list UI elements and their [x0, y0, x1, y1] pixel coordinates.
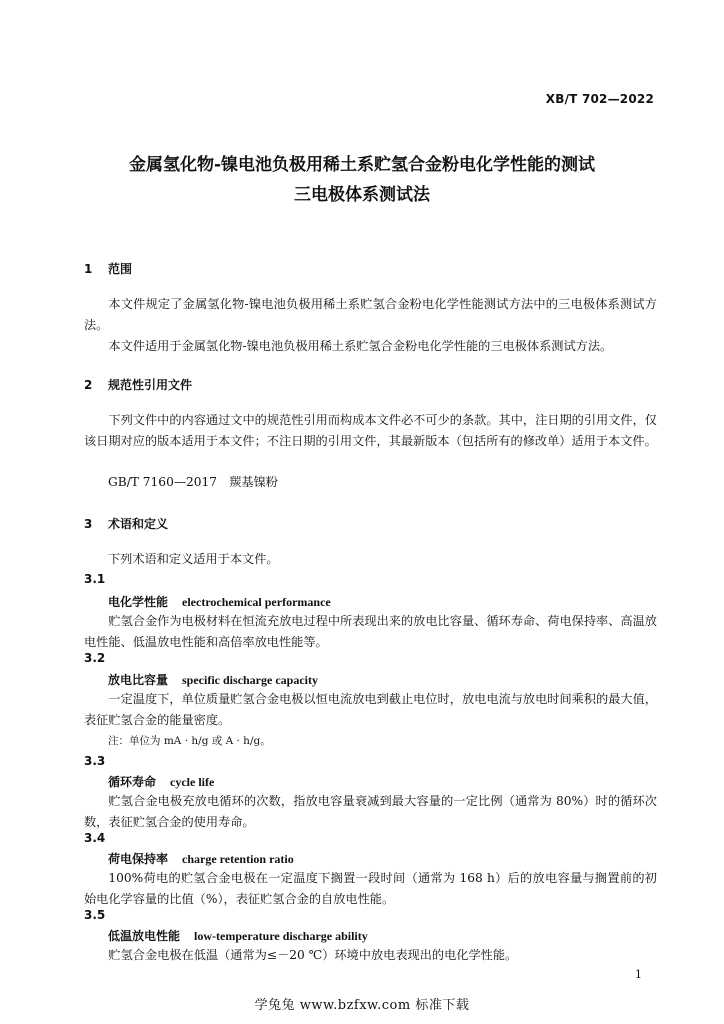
term-note: 注：单位为 mA · h/g 或 A · h/g。 — [108, 735, 271, 747]
section-title: 规范性引用文件 — [108, 378, 193, 392]
term-zh: 放电比容量 — [108, 673, 169, 687]
footer-watermark: 学兔兔 www.bzfxw.com 标准下载 — [254, 998, 470, 1013]
section-2-heading — [84, 376, 192, 393]
term-number: 3.3 — [84, 754, 106, 768]
reference-item: GB/T 7160—2017 羰基镍粉 — [108, 475, 278, 489]
term-heading — [108, 773, 214, 790]
term-heading — [108, 593, 331, 610]
term-en: charge retention ratio — [182, 852, 294, 866]
section-number: 3 — [84, 517, 93, 531]
standard-code: XB/T 702—2022 — [545, 92, 654, 106]
scope-paragraph-2: 本文件适用于金属氢化物-镍电池负极用稀土系贮氢合金粉电化学性能的三电极体系测试方法。 — [108, 339, 613, 353]
term-number: 3.5 — [84, 908, 106, 922]
term-heading — [108, 671, 318, 688]
section-title: 术语和定义 — [108, 517, 169, 531]
term-definition: 100%荷电的贮氢合金电极在一定温度下搁置一段时间（通常为 168 h）后的放电容量与搁置前的初始电化学容量的比值（%），表征贮氢合金的自放电性能。 — [84, 871, 657, 906]
section-title: 范围 — [108, 262, 133, 276]
section-number: 2 — [84, 378, 93, 392]
term-heading — [108, 850, 294, 867]
term-number: 3.4 — [84, 831, 106, 845]
terms-intro: 下列术语和定义适用于本文件。 — [108, 552, 279, 566]
term-definition: 贮氢合金作为电极材料在恒流充放电过程中所表现出来的放电比容量、循环寿命、荷电保持率、高温放电性能、低温放电性能和高倍率放电性能等。 — [84, 614, 657, 649]
term-zh: 电化学性能 — [108, 595, 169, 609]
document-title-line2: 三电极体系测试法 — [294, 185, 430, 205]
term-zh: 低温放电性能 — [108, 929, 181, 943]
term-zh: 荷电保持率 — [108, 852, 169, 866]
term-en: cycle life — [170, 775, 215, 789]
normative-references-paragraph: 下列文件中的内容通过文中的规范性引用而构成本文件必不可少的条款。其中，注日期的引用文件，仅该日期对应的版本适用于本文件；不注日期的引用文件，其最新版本（包括所有的修改单）适用于本文件。 — [84, 413, 657, 448]
term-number: 3.1 — [84, 572, 106, 586]
section-3-heading — [84, 515, 168, 532]
term-en: low-temperature discharge ability — [194, 929, 368, 943]
section-number: 1 — [84, 262, 93, 276]
term-definition: 一定温度下，单位质量贮氢合金电极以恒电流放电到截止电位时，放电电流与放电时间乘积的最大值，表征贮氢合金的能量密度。 — [84, 692, 657, 727]
term-en: electrochemical performance — [182, 595, 331, 609]
section-1-heading — [84, 260, 132, 277]
term-heading — [108, 927, 368, 944]
term-number: 3.2 — [84, 651, 106, 665]
term-definition: 贮氢合金电极充放电循环的次数，指放电容量衰减到最大容量的一定比例（通常为 80%）时的循环次数，表征贮氢合金的使用寿命。 — [84, 794, 657, 829]
term-en: specific discharge capacity — [182, 673, 318, 687]
term-definition: 贮氢合金电极在低温（通常为≤－20 ℃）环境中放电表现出的电化学性能。 — [108, 948, 518, 962]
page-number: 1 — [635, 968, 642, 981]
term-zh: 循环寿命 — [108, 775, 157, 789]
document-title-line1: 金属氢化物-镍电池负极用稀土系贮氢合金粉电化学性能的测试 — [128, 155, 596, 175]
scope-paragraph-1: 本文件规定了金属氢化物-镍电池负极用稀土系贮氢合金粉电化学性能测试方法中的三电极体系测试方法。 — [84, 297, 657, 332]
